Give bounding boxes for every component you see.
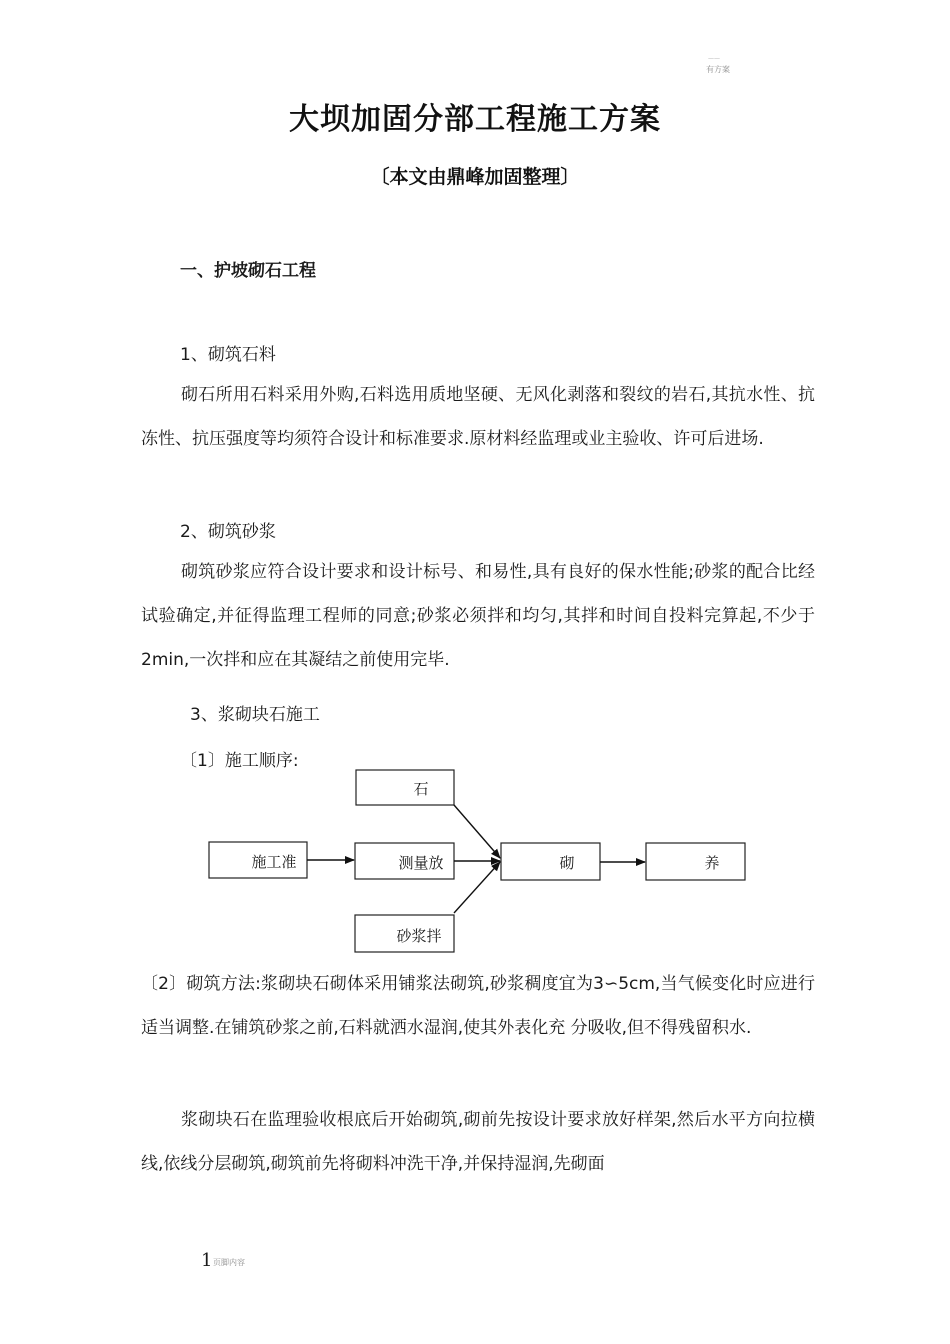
flow-box-prep (209, 842, 307, 878)
item1-body: 砌石所用石料采用外购,石料选用质地坚硬、无风化剥落和裂纹的岩石,其抗水性、抗冻性、抗压强度等均须符合设计和标准要求.原材料经监理或业主验收、许可后进场. (141, 385, 815, 449)
flow-box-survey (355, 843, 454, 879)
item2-body: 砌筑砂浆应符合设计要求和设计标号、和易性,具有良好的保水性能;砂浆的配合比经试验确定,并征得监理工程师的同意;砂浆必须拌和均匀,其拌和时间自投料完算起,不少于2min,一次拌和应在其凝结之前使用完毕. (141, 562, 815, 670)
page-subtitle: 〔本文由鼎峰加固整理〕 (370, 166, 580, 188)
flow-box-mortar-label: 砂浆拌 (396, 927, 442, 945)
item2-heading: 2、砌筑砂浆 (180, 522, 276, 542)
last-paragraph: 浆砌块石在监理验收根底后开始砌筑,砌前先按设计要求放好样架,然后水平方向拉横线,依线分层砌筑,砌筑前先将砌料冲洗干净,并保持湿润,先砌面 (141, 1110, 815, 1174)
footer-note: 页脚内容 (213, 1258, 245, 1267)
flow-box-survey-label: 测量放 (398, 854, 444, 872)
flow-box-build (501, 843, 600, 880)
page-number: 1 (201, 1250, 213, 1271)
header-note: 有方案 (706, 65, 730, 74)
arrow-stone-to-build (454, 805, 500, 858)
flow-box-build-label: 砌 (559, 854, 575, 872)
item1-heading: 1、砌筑石料 (180, 345, 276, 365)
arrow-mortar-to-build (454, 862, 500, 913)
section-heading: 一、护坡砌石工程 (180, 261, 316, 281)
sub2-body: 〔2〕砌筑方法:浆砌块石砌体采用铺浆法砌筑,砂浆稠度宜为3∽5cm,当气候变化时应进行适当调整.在铺筑砂浆之前,石料就洒水湿润,使其外表化充 分吸收,但不得残留积水. (141, 974, 815, 1038)
flow-box-mortar (355, 915, 454, 952)
flow-box-prep-label: 施工准 (251, 853, 297, 871)
flow-box-stone-label: 石 (413, 780, 429, 798)
flow-box-cure (646, 843, 745, 880)
flow-box-cure-label: 养 (704, 854, 720, 872)
sub1-heading: 〔1〕施工顺序: (180, 751, 299, 771)
header-note-top: —— (708, 55, 720, 62)
page-title: 大坝加固分部工程施工方案 (289, 102, 661, 137)
item3-heading: 3、浆砌块石施工 (190, 705, 320, 725)
flow-box-stone (356, 770, 454, 805)
